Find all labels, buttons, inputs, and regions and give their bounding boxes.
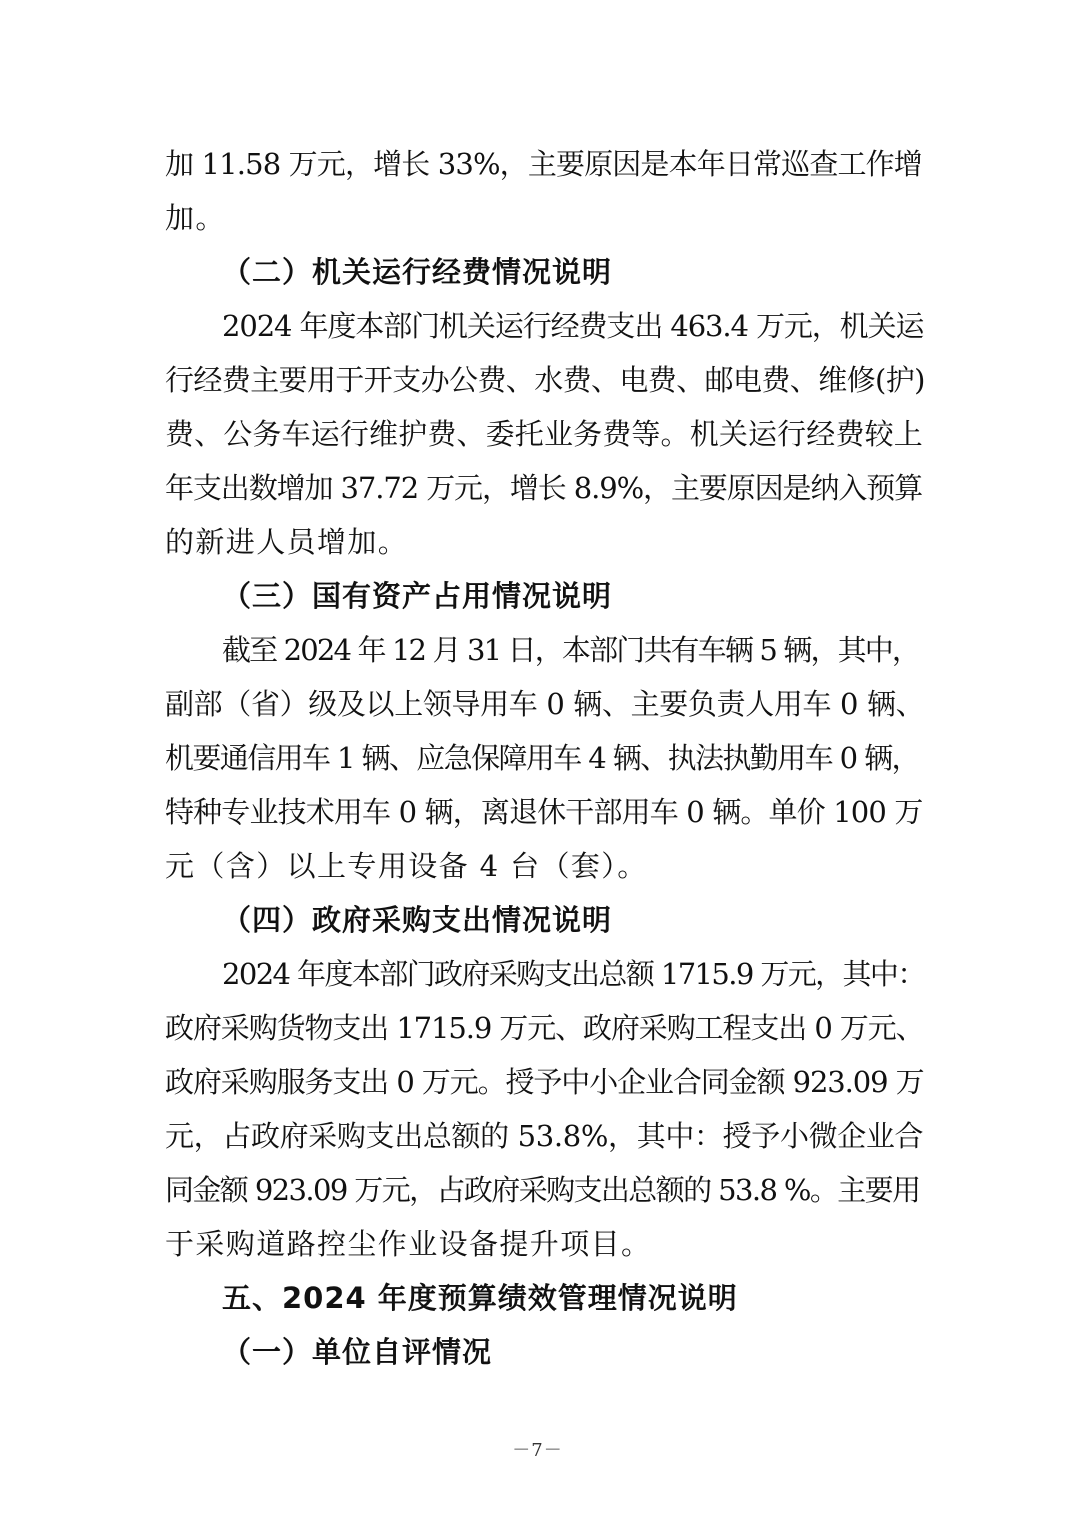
paragraph-line: 政府采购货物支出 1715.9 万元、政府采购工程支出 0 万元、: [165, 1011, 924, 1045]
section-heading: （二）机关运行经费情况说明: [222, 255, 613, 289]
section-heading: （三）国有资产占用情况说明: [222, 579, 613, 613]
paragraph-line: 2024 年度本部门机关运行经费支出 463.4 万元，机关运: [222, 309, 924, 343]
paragraph-line: 费、公务车运行维护费、委托业务费等。机关运行经费较上: [165, 417, 923, 451]
paragraph-line: 行经费主要用于开支办公费、水费、电费、邮电费、维修(护): [165, 363, 925, 397]
paragraph-line: 年支出数增加 37.72 万元，增长 8.9%，主要原因是纳入预算: [165, 471, 923, 505]
paragraph-line: 副部（省）级及以上领导用车 0 辆、主要负责人用车 0 辆、: [165, 687, 925, 721]
paragraph-line: 元（含）以上专用设备 4 台（套）。: [165, 849, 648, 883]
paragraph-line: 截至 2024 年 12 月 31 日，本部门共有车辆 5 辆，其中，: [222, 633, 920, 667]
page-number: －7－: [512, 1440, 563, 1461]
paragraph-line: 的新进人员增加。: [165, 525, 409, 559]
paragraph-line: 于采购道路控尘作业设备提升项目。: [165, 1227, 652, 1261]
paragraph-line: 加 11.58 万元，增长 33%，主要原因是本年日常巡查工作增: [165, 147, 922, 181]
section-heading: （四）政府采购支出情况说明: [222, 903, 613, 937]
paragraph-line: 同金额 923.09 万元，占政府采购支出总额的 53.8 %。主要用: [165, 1173, 920, 1207]
paragraph-line: 加。: [165, 201, 226, 235]
paragraph-line: 2024 年度本部门政府采购支出总额 1715.9 万元，其中：: [222, 957, 925, 991]
paragraph-line: 特种专业技术用车 0 辆，离退休干部用车 0 辆。单价 100 万: [165, 795, 923, 829]
section-heading: （一）单位自评情况: [222, 1335, 493, 1369]
paragraph-line: 元，占政府采购支出总额的 53.8%，其中：授予小微企业合: [165, 1119, 924, 1153]
paragraph-line: 机要通信用车 1 辆、应急保障用车 4 辆、执法执勤用车 0 辆，: [165, 741, 919, 775]
paragraph-line: 政府采购服务支出 0 万元。授予中小企业合同金额 923.09 万: [165, 1065, 924, 1099]
chapter-heading: 五、2024 年度预算绩效管理情况说明: [222, 1281, 738, 1315]
